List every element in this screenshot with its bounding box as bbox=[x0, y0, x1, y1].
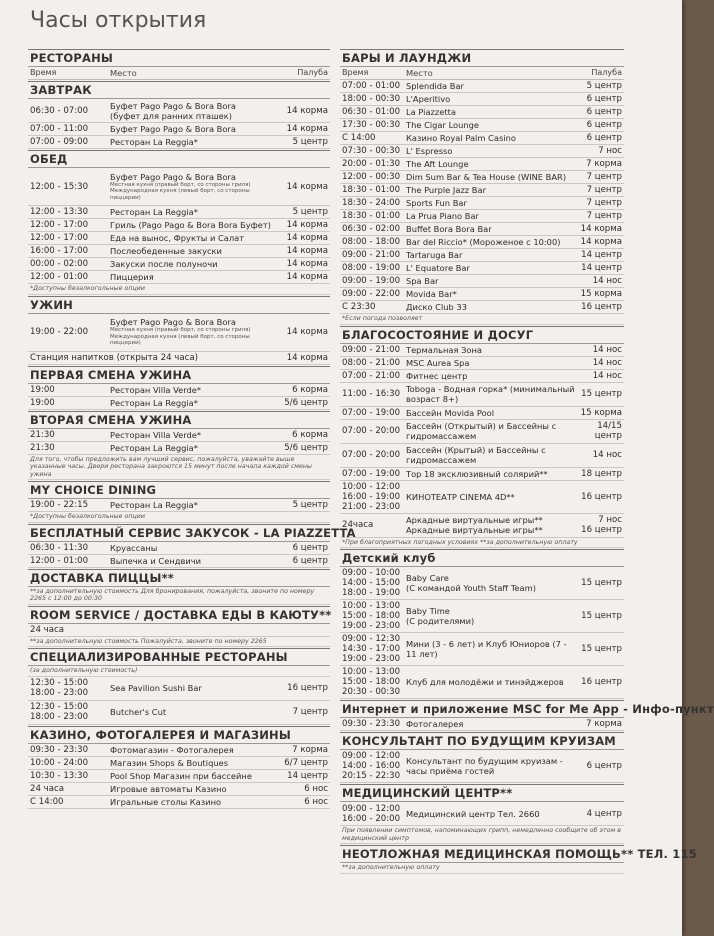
row-time: 19:00 bbox=[30, 397, 55, 408]
row-deck: 6 центр bbox=[586, 94, 622, 104]
schedule-row bbox=[28, 168, 330, 206]
row-time: 10:00 - 24:00 bbox=[30, 757, 89, 768]
row-time: 07:00 - 21:00 bbox=[342, 370, 401, 381]
schedule-row bbox=[340, 718, 624, 731]
row-time: 09:00 - 19:00 bbox=[342, 276, 401, 286]
schedule-row bbox=[340, 93, 624, 106]
section-heading: ДОСТАВКА ПИЦЦЫ** bbox=[28, 569, 330, 587]
schedule-row bbox=[28, 624, 330, 637]
row-deck: 14 центр bbox=[581, 263, 622, 273]
row-deck: 7 корма bbox=[292, 744, 328, 755]
footnote: **за дополнительную стоимость Пожалуйста, звоните по номеру 2265 bbox=[28, 637, 330, 648]
row-deck: 14/15 центр bbox=[594, 421, 622, 441]
left-column bbox=[28, 48, 356, 809]
row-place: Pool Shop Магазин при бассейне bbox=[110, 770, 252, 781]
schedule-row bbox=[28, 499, 330, 512]
row-place: Butcher's Cut bbox=[110, 707, 167, 717]
row-deck: 14 центр bbox=[287, 770, 328, 781]
row-time: 12:00 - 15:30 bbox=[30, 181, 89, 192]
section-heading: НЕОТЛОЖНАЯ МЕДИЦИНСКАЯ ПОМОЩЬ** ТЕЛ. 115 bbox=[342, 847, 697, 861]
row-place: Гриль (Pago Pago & Bora Bora Буфет) bbox=[110, 220, 271, 230]
schedule-row bbox=[28, 701, 330, 725]
section-heading: СПЕЦИАЛИЗИРОВАННЫЕ РЕСТОРАНЫ bbox=[28, 648, 330, 666]
schedule-row bbox=[28, 796, 330, 809]
row-deck: 14 корма bbox=[286, 105, 328, 116]
row-time: 09:30 - 23:30 bbox=[342, 719, 401, 729]
row-deck: 14 нос bbox=[592, 450, 622, 460]
row-place: Toboga - Водная горка* (минимальный возраст 8+) bbox=[406, 384, 575, 404]
row-place: Buffet Bora Bora Bar bbox=[406, 224, 492, 234]
row-place: La Prua Piano Bar bbox=[406, 211, 479, 221]
row-deck: 14 корма bbox=[286, 259, 328, 269]
row-time: 18:30 - 01:00 bbox=[342, 185, 401, 195]
section-heading: ВТОРАЯ СМЕНА УЖИНА bbox=[28, 411, 330, 429]
row-place: Movida Bar* bbox=[406, 289, 457, 299]
schedule-row bbox=[28, 271, 330, 284]
row-deck: 7 центр bbox=[586, 198, 622, 208]
schedule-row bbox=[340, 223, 624, 236]
row-deck: 5 центр bbox=[292, 207, 328, 217]
row-deck: 16 центр bbox=[581, 491, 622, 502]
row-time: 12:00 - 17:00 bbox=[30, 233, 89, 243]
row-time: 07:00 - 01:00 bbox=[342, 81, 401, 91]
schedule-row bbox=[28, 232, 330, 245]
schedule-row bbox=[340, 275, 624, 288]
schedule-row bbox=[28, 136, 330, 149]
row-deck: 15 центр bbox=[581, 578, 622, 588]
row-place: Ресторан La Reggia* bbox=[110, 207, 198, 217]
row-deck: 6 центр bbox=[586, 120, 622, 130]
row-deck: 7 центр bbox=[586, 185, 622, 195]
row-place: Bar del Riccio* (Мороженое с 10:00) bbox=[406, 237, 561, 247]
row-deck: 6 центр bbox=[292, 542, 328, 553]
row-place: Baby Time (С родителями) bbox=[406, 606, 475, 626]
schedule-row bbox=[28, 542, 330, 555]
schedule-row bbox=[340, 407, 624, 420]
schedule-row bbox=[28, 123, 330, 136]
row-time: 10:00 - 13:00 15:00 - 18:00 19:00 - 23:00 bbox=[342, 601, 401, 631]
schedule-row bbox=[28, 770, 330, 783]
row-place: Бассейн (Крытый) и Бассейны с гидромассажем bbox=[406, 445, 546, 465]
row-time: 09:00 - 22:00 bbox=[342, 289, 401, 299]
schedule-row bbox=[340, 481, 624, 514]
header-time: Время bbox=[30, 68, 57, 77]
row-place: Термальная Зона bbox=[406, 344, 483, 355]
row-place: Буфет Pago Pago & Bora Bora (буфет для ранних пташек) bbox=[110, 100, 236, 121]
row-deck: 15 центр bbox=[581, 389, 622, 399]
section-heading: КАЗИНО, ФОТОГАЛЕРЕЯ И МАГАЗИНЫ bbox=[28, 726, 330, 744]
footnote: **за дополнительную оплату bbox=[340, 863, 624, 874]
schedule-row bbox=[340, 600, 624, 633]
row-place: Dim Sum Bar & Tea House (WINE BAR) bbox=[406, 172, 567, 182]
row-time: 10:30 - 13:30 bbox=[30, 770, 89, 781]
row-deck: 14 корма bbox=[286, 327, 328, 337]
row-place: Фотомагазин - Фотогалерея bbox=[110, 744, 234, 755]
row-time: 07:00 - 19:00 bbox=[342, 407, 401, 418]
section-heading: ROOM SERVICE / ДОСТАВКА ЕДЫ В КАЮТУ** bbox=[30, 607, 332, 622]
row-time: 07:00 - 19:00 bbox=[342, 468, 401, 479]
row-time: Станция напитков (открыта 24 часа) bbox=[30, 352, 198, 363]
schedule-row bbox=[340, 288, 624, 301]
schedule-row bbox=[340, 80, 624, 93]
row-place: Еда на вынос, Фрукты и Салат bbox=[110, 233, 245, 243]
row-deck: 14 корма bbox=[286, 233, 328, 243]
schedule-row bbox=[340, 468, 624, 481]
row-time: 24 часа bbox=[30, 783, 65, 794]
page-title: Часы открытия bbox=[30, 8, 207, 33]
schedule-row bbox=[28, 314, 330, 352]
schedule-row bbox=[28, 352, 330, 365]
row-time: 12:00 - 17:00 bbox=[30, 220, 89, 230]
row-place-note: Местная кухня (правый борт, со стороны гриля) Международная кухня (левый борт, со стороны пиццерии) bbox=[110, 327, 251, 347]
row-deck: 5 центр bbox=[292, 137, 328, 147]
row-place: Бассейн Movida Pool bbox=[406, 407, 495, 418]
footnote: Для того, чтобы предложить вам лучший сервис, пожалуйста, уважайте выше указанные часы. Двери ресторана закроются 15 минут после начала каждой смены ужина bbox=[28, 455, 330, 481]
row-place: Мини (3 - 6 лет) и Клуб Юниоров (7 - 11 лет) bbox=[406, 639, 567, 659]
row-time: 20:00 - 01:30 bbox=[342, 159, 401, 169]
row-deck: 5/6 центр bbox=[284, 397, 328, 408]
footnote: (за дополнительную стоимость) bbox=[28, 666, 330, 677]
row-place: Диско Club 33 bbox=[406, 302, 467, 312]
schedule-row bbox=[28, 245, 330, 258]
row-deck: 15 корма bbox=[580, 289, 622, 299]
schedule-row bbox=[28, 258, 330, 271]
schedule-row bbox=[28, 219, 330, 232]
row-place: Закуски после полуночи bbox=[110, 259, 218, 269]
schedule-row bbox=[340, 145, 624, 158]
row-deck: 14 корма bbox=[580, 224, 622, 234]
row-deck: 14 корма bbox=[286, 272, 328, 282]
schedule-row bbox=[340, 236, 624, 249]
row-time: 19:00 bbox=[30, 384, 55, 395]
section-heading: ЗАВТРАК bbox=[28, 81, 330, 99]
row-deck: 6 центр bbox=[586, 107, 622, 117]
schedule-row bbox=[28, 442, 330, 455]
row-place: Ресторан Villa Verde* bbox=[110, 429, 202, 440]
row-time: 12:30 - 15:00 18:00 - 23:00 bbox=[30, 678, 89, 698]
row-place: КИНОТЕАТР CINEMA 4D** bbox=[406, 491, 515, 502]
row-place: Тор 18 эксклюзивный солярий** bbox=[406, 468, 548, 479]
schedule-row bbox=[340, 666, 624, 699]
row-place: L' Espresso bbox=[406, 146, 453, 156]
row-time: 11:00 - 16:30 bbox=[342, 389, 401, 399]
row-time: 19:00 - 22:00 bbox=[30, 327, 89, 337]
row-time: 00:00 - 02:00 bbox=[30, 259, 89, 269]
row-time: 09:00 - 12:30 14:30 - 17:00 19:00 - 23:00 bbox=[342, 634, 401, 664]
schedule-row bbox=[340, 750, 624, 783]
section-heading: Детский клуб bbox=[340, 549, 624, 567]
row-time: 17:30 - 00:30 bbox=[342, 120, 401, 130]
row-time: 12:00 - 13:30 bbox=[30, 207, 89, 217]
header-place: Место bbox=[110, 68, 137, 78]
section-heading: БЕСПЛАТНЫЙ СЕРВИС ЗАКУСОК - LA PIAZZETTA bbox=[30, 525, 356, 540]
row-deck: 14 нос bbox=[592, 370, 622, 381]
row-place: Фитнес центр bbox=[406, 370, 468, 381]
row-place: Игральные столы Казино bbox=[110, 796, 222, 807]
row-time: 09:00 - 12:00 16:00 - 20:00 bbox=[342, 803, 401, 824]
row-time: 24часа bbox=[342, 520, 374, 530]
row-time: 16:00 - 17:00 bbox=[30, 246, 89, 256]
row-deck: 14 центр bbox=[581, 250, 622, 260]
row-time: 18:30 - 01:00 bbox=[342, 211, 401, 221]
row-place: Магазин Shops & Boutiques bbox=[110, 757, 229, 768]
row-place: Круассаны bbox=[110, 542, 158, 553]
row-deck: 15 центр bbox=[581, 644, 622, 654]
row-time: 09:00 - 21:00 bbox=[342, 250, 401, 260]
footnote: **за дополнительную стоимость Для бронирования, пожалуйста, звоните по номеру 2265 с 12:00 до 00:30 bbox=[28, 587, 330, 605]
schedule-row bbox=[28, 429, 330, 442]
row-time: С 14:00 bbox=[30, 796, 64, 807]
column-header bbox=[340, 67, 624, 80]
schedule-row bbox=[340, 171, 624, 184]
section-heading: РЕСТОРАНЫ bbox=[28, 49, 330, 67]
row-deck: 7 нос bbox=[598, 146, 622, 156]
row-time: 09:00 - 12:00 14:00 - 16:00 20:15 - 22:30 bbox=[342, 751, 401, 781]
row-place: Sea Pavilion Sushi Bar bbox=[110, 683, 202, 693]
row-place: Выпечка и Сендвичи bbox=[110, 555, 202, 566]
row-time: 07:00 - 11:00 bbox=[30, 124, 89, 134]
schedule-row bbox=[340, 344, 624, 357]
row-time: 06:30 - 02:00 bbox=[342, 224, 401, 234]
schedule-row bbox=[340, 184, 624, 197]
row-deck: 14 нос bbox=[592, 357, 622, 368]
row-deck: 6 центр bbox=[586, 761, 622, 771]
schedule-row bbox=[340, 444, 624, 468]
footnote: *Доступны безалкогольные опции bbox=[28, 512, 330, 523]
schedule-row bbox=[340, 420, 624, 444]
schedule-row bbox=[340, 106, 624, 119]
schedule-row bbox=[340, 197, 624, 210]
section-heading: ПЕРВАЯ СМЕНА УЖИНА bbox=[28, 366, 330, 384]
schedule-row bbox=[340, 132, 624, 145]
schedule-row bbox=[28, 555, 330, 568]
row-time: С 23:30 bbox=[342, 302, 376, 312]
row-place: La Piazzetta bbox=[406, 107, 456, 117]
row-place: Послеобеденные закуски bbox=[110, 246, 222, 256]
row-deck: 7 корма bbox=[586, 159, 622, 169]
section-heading: МЕДИЦИНСКИЙ ЦЕНТР** bbox=[340, 784, 624, 802]
row-deck: 16 центр bbox=[287, 683, 328, 693]
schedule-row bbox=[340, 370, 624, 383]
row-place: Буфет Pago Pago & Bora Bora Местная кухня (правый борт, со стороны гриля) Международная кухня (левый борт, со стороны пиццерии) bbox=[110, 172, 278, 202]
row-place: L' Equatore Bar bbox=[406, 263, 470, 273]
row-place: Консультант по будущим круизам - часы приёма гостей bbox=[406, 756, 563, 776]
row-time: 08:00 - 18:00 bbox=[342, 237, 401, 247]
row-place: Медицинский центр Тел. 2660 bbox=[406, 808, 540, 819]
schedule-row bbox=[28, 744, 330, 757]
right-column bbox=[340, 48, 714, 874]
row-place: Игровые автоматы Казино bbox=[110, 783, 227, 794]
row-time: 09:30 - 23:30 bbox=[30, 744, 89, 755]
row-deck: 14 корма bbox=[286, 352, 329, 363]
row-place: Ресторан La Reggia* bbox=[110, 442, 198, 453]
row-deck: 14 корма bbox=[580, 237, 622, 247]
row-time: 06:30 - 01:00 bbox=[342, 107, 401, 117]
row-place: The Cigar Lounge bbox=[406, 120, 480, 130]
row-time: 12:00 - 00:30 bbox=[342, 172, 401, 182]
schedule-row bbox=[340, 633, 624, 666]
footnote: При появлении симптомов, напоминающих грипп, немедленно сообщите об этом в медицинский центр bbox=[340, 826, 624, 844]
row-deck: 6 корма bbox=[292, 384, 328, 395]
row-place: Бассейн (Открытый) и Бассейны с гидромассажем bbox=[406, 421, 557, 441]
schedule-row bbox=[28, 677, 330, 701]
row-time: 08:00 - 21:00 bbox=[342, 357, 401, 368]
row-place: L'Aperitivo bbox=[406, 94, 451, 104]
row-time: 21:30 bbox=[30, 442, 55, 453]
schedule-row bbox=[28, 397, 330, 410]
row-time: 12:30 - 15:00 18:00 - 23:00 bbox=[30, 702, 89, 722]
row-place: The Aft Lounge bbox=[406, 159, 469, 169]
schedule-row bbox=[340, 262, 624, 275]
row-place: Казино Royal Palm Casino bbox=[406, 133, 516, 143]
row-deck: 6 нос bbox=[304, 796, 328, 807]
row-time: 06:30 - 07:00 bbox=[30, 105, 89, 116]
row-place: Baby Care (С командой Youth Staff Team) bbox=[406, 573, 536, 593]
row-deck: 7 корма bbox=[586, 719, 622, 729]
row-deck: 7 центр bbox=[292, 707, 328, 717]
row-time: 10:00 - 13:00 15:00 - 18:00 20:30 - 00:30 bbox=[342, 667, 401, 697]
row-time: 08:00 - 19:00 bbox=[342, 263, 401, 273]
row-time: 12:00 - 01:00 bbox=[30, 555, 89, 566]
row-deck: 14 корма bbox=[286, 220, 328, 230]
section-heading: ОБЕД bbox=[28, 150, 330, 168]
row-place: Spa Bar bbox=[406, 276, 439, 286]
row-time: 18:00 - 00:30 bbox=[342, 94, 401, 104]
row-place: Буфет Pago Pago & Bora Bora bbox=[110, 124, 236, 134]
row-time: 07:00 - 20:00 bbox=[342, 450, 401, 460]
schedule-row bbox=[340, 210, 624, 223]
row-place: Пиццерия bbox=[110, 272, 154, 282]
footnote: *При благоприятных погодных условиях **за дополнительную оплату bbox=[340, 538, 624, 549]
schedule-row bbox=[340, 158, 624, 171]
footnote: *Доступны безалкогольные опции bbox=[28, 284, 330, 295]
row-deck: 18 центр bbox=[581, 468, 622, 479]
row-place: Sports Fun Bar bbox=[406, 198, 467, 208]
section-heading: КОНСУЛЬТАНТ ПО БУДУЩИМ КРУИЗАМ bbox=[340, 732, 624, 750]
row-place: Фотогалерея bbox=[406, 719, 464, 729]
row-deck: 14 корма bbox=[286, 246, 328, 256]
row-place: Tartaruga Bar bbox=[406, 250, 463, 260]
row-deck: 6 центр bbox=[292, 555, 328, 566]
row-deck: 6 центр bbox=[586, 133, 622, 143]
schedule-row bbox=[340, 802, 624, 826]
row-place: Ресторан La Reggia* bbox=[110, 397, 198, 408]
schedule-row bbox=[340, 301, 624, 314]
row-deck: 16 центр bbox=[581, 302, 622, 312]
schedule-row bbox=[28, 783, 330, 796]
row-place: The Purple Jazz Bar bbox=[406, 185, 486, 195]
row-deck: 14 корма bbox=[286, 181, 328, 192]
row-time: 09:00 - 10:00 14:00 - 15:00 18:00 - 19:00 bbox=[342, 568, 401, 598]
row-deck: 5 центр bbox=[586, 81, 622, 91]
row-time: 10:00 - 12:00 16:00 - 19:00 21:00 - 23:00 bbox=[342, 481, 401, 512]
header-time: Время bbox=[342, 68, 369, 77]
schedule-row bbox=[340, 119, 624, 132]
section-heading: УЖИН bbox=[28, 296, 330, 314]
row-place: Ресторан La Reggia* bbox=[110, 137, 198, 147]
section-heading: Интернет и приложение MSC for Me App - Инфо-пункт bbox=[342, 702, 714, 716]
row-time: 24 часа bbox=[30, 624, 65, 635]
row-time: 09:00 - 21:00 bbox=[342, 344, 401, 355]
row-place: Аркадные виртуальные игры** Аркадные виртуальные игры** bbox=[406, 515, 543, 535]
footnote: *Если погода позволяет bbox=[340, 314, 624, 325]
header-deck: Палуба bbox=[297, 68, 328, 77]
row-deck: 6 нос bbox=[304, 783, 328, 794]
row-deck: 14 корма bbox=[286, 124, 328, 134]
row-deck: 6 корма bbox=[292, 429, 328, 440]
section-heading: БАРЫ И ЛАУНДЖИ bbox=[340, 49, 624, 67]
row-deck: 15 центр bbox=[581, 611, 622, 621]
row-time: 06:30 - 11:30 bbox=[30, 542, 89, 553]
row-time: 07:00 - 09:00 bbox=[30, 137, 89, 147]
schedule-row bbox=[28, 99, 330, 123]
row-time: С 14:00 bbox=[342, 133, 376, 143]
row-deck: 14 нос bbox=[592, 276, 622, 286]
header-place: Место bbox=[406, 68, 433, 78]
row-time: 19:00 - 22:15 bbox=[30, 500, 89, 510]
schedule-row bbox=[340, 383, 624, 407]
schedule-row bbox=[28, 384, 330, 397]
column-header bbox=[28, 67, 330, 80]
row-place: Буфет Pago Pago & Bora Bora Местная кухня (правый борт, со стороны гриля) Международная кухня (левый борт, со стороны пиццерии) bbox=[110, 317, 278, 347]
row-place: Клуб для молодёжи и тинэйджеров bbox=[406, 677, 564, 687]
row-time: 12:00 - 01:00 bbox=[30, 272, 89, 282]
row-deck: 14 нос bbox=[592, 344, 622, 355]
row-place-note: Местная кухня (правый борт, со стороны гриля) Международная кухня (левый борт, со стороны пиццерии) bbox=[110, 181, 251, 201]
section-heading: MY CHOICE DINING bbox=[28, 481, 330, 499]
row-deck: 7 центр bbox=[586, 172, 622, 182]
row-time: 07:30 - 00:30 bbox=[342, 146, 401, 156]
row-place: Splendida Bar bbox=[406, 81, 464, 91]
row-deck: 16 центр bbox=[581, 677, 622, 687]
row-time: 18:30 - 24:00 bbox=[342, 198, 401, 208]
header-deck: Палуба bbox=[591, 68, 622, 77]
row-place: MSC Aurea Spa bbox=[406, 357, 470, 368]
schedule-row bbox=[340, 514, 624, 538]
row-time: 07:00 - 20:00 bbox=[342, 426, 401, 436]
section-heading: БЛАГОСОСТОЯНИЕ И ДОСУГ bbox=[340, 326, 624, 344]
row-deck: 7 нос 16 центр bbox=[581, 515, 622, 535]
schedule-row bbox=[28, 206, 330, 219]
row-time: 21:30 bbox=[30, 429, 55, 440]
row-place: Ресторан Villa Verde* bbox=[110, 384, 202, 395]
row-deck: 7 центр bbox=[586, 211, 622, 221]
schedule-row bbox=[28, 757, 330, 770]
schedule-row bbox=[340, 357, 624, 370]
row-deck: 15 корма bbox=[580, 407, 622, 418]
schedule-row bbox=[340, 567, 624, 600]
row-deck: 6/7 центр bbox=[284, 757, 328, 768]
row-deck: 5 центр bbox=[292, 500, 328, 510]
row-deck: 5/6 центр bbox=[284, 442, 328, 453]
schedule-row bbox=[340, 249, 624, 262]
row-place: Ресторан La Reggia* bbox=[110, 500, 198, 510]
row-deck: 4 центр bbox=[586, 808, 622, 819]
